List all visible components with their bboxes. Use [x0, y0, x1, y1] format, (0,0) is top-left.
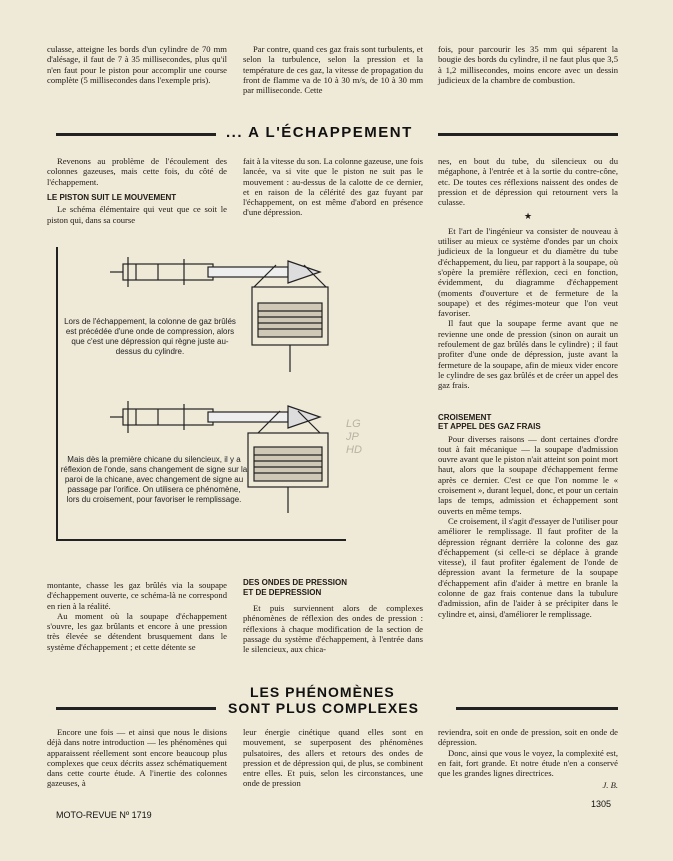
top-text-2: Par contre, quand ces gaz frais sont turbulents, et selon la turbulence, selon la pression et la température de ces gaz, la vitesse de propagation du front de flamme va de 10 à 30 m/s, de 10 à 30 mm par milliseconde. Cette [243, 44, 423, 96]
section2-text1: Encore une fois — et ainsi que nous le disions déjà dans notre introduction — les phénomènes qui apparaissent réellement sont encore beaucoup plus complexes que ceux décrits assez schématiquement dans cette courte étude. A l'inertie des colonnes gazeuses, à [47, 727, 227, 789]
section1-col3-text3: Il faut que la soupape ferme avant que ne revienne une onde de pression (sinon on aurait un refoulement de gaz brûlés dans le cylindre) ; il faut profiter d'une onde de dépression, juste avant la fermeture de la soupape, afin de mieux vider encore le cylindre de ses gaz brûlés et de créer un appel des gaz frais. [438, 318, 618, 391]
section2-text4: Donc, ainsi que vous le voyez, la complexité est, en fait, fort grande. Et notre étude n'en a conservé que les grandes lignes directrices. [438, 747, 618, 779]
top-column-2 [243, 44, 423, 95]
section1-col1-text: Le schéma élémentaire qui veut que ce soit le piston qui, dans sa course [47, 204, 227, 225]
section1-col3-text2: Et l'art de l'ingénieur va consister de nouveau à utiliser au mieux ce système d'ondes par un choix judicieux de la longueur et du diamètre du tube d'échappement, du lieu, par rapport à la soupape, où s'opère la première réflexion, ceci en fonction, évidemment, du diagramme d'échappement (moments d'ouverture et de fermeture de la soupape) et des régimes-moteur que l'on veut favoriser. [438, 225, 618, 319]
section2-text3: reviendra, soit en onde de pression, soit en onde de dépression. [438, 727, 618, 748]
figure-caption-1: Lors de l'échappement, la colonne de gaz brûlés est précédée d'une onde de compression, alors que c'est une dépression qui règne juste au-dessus du cylindre. [64, 317, 236, 356]
top-text-3: fois, pour parcourir les 35 mm qui séparent la bougie des bords du cylindre, il ne faut plus que 3,5 à 1,2 millisecondes, moins encore avec un dessin judicieux de la chambre de combustion. [438, 44, 618, 85]
section1-bottom-column-1 [47, 580, 227, 652]
heading-rule-right [438, 133, 618, 136]
section1-bottom-column-2 [243, 578, 423, 654]
section2-text2: leur énergie cinétique quand elles sont en mouvement, se superposent des phénomènes pulsatoires, des allers et retours des ondes de pression et de dépression qui, de plus, se combinent entre elles. Et puis, selon les circonstances, une onde de pression [243, 727, 423, 789]
top-column-3 [438, 44, 618, 85]
upper-gas-arrow [208, 267, 288, 277]
section-heading-line1: LES PHÉNOMÈNES [250, 684, 395, 700]
heading-rule-left [56, 133, 216, 136]
section1-bottom-text2: Au moment où la soupape d'échappement s'ouvre, les gaz brûlants et encore à une pression très élevée se détendent brusquement dans le système d'échappement ; et cette détente se [47, 610, 227, 652]
section1-col3-text5: Ce croisement, il s'agit d'essayer de l'utiliser pour améliorer le remplissage. Il faut profiter de la dépression régnant derrière la colonne des gaz d'échappement (si celle-ci se déplace à grande vitesse), il faut profiter également de l'onde de dépression avant la fermeture de la soupape d'échappement afin d'aider à mettre en branle la colonne de gaz frais contenue dans la tubulure d'admission, afin de l'aider à se précipiter dans le cylindre et, ainsi, d'améliorer le remplissage. [438, 515, 618, 619]
subheading-croisement: CROISEMENT ET APPEL DES GAZ FRAIS [438, 412, 541, 432]
section1-bottom-text1: montante, chasse les gaz brûlés via la soupape d'échappement ouverte, ce schéma-là ne correspond en rien à la réalité. [47, 580, 227, 611]
section2-column-3 [438, 727, 618, 791]
section1-col2-text: fait à la vitesse du son. La colonne gazeuse, une fois lancée, va si vite que le piston ne suit pas le mouvement : au-dessus de la calotte de ce dernier, et en raison de la célérité des gaz fuyant par l'échappement, on est même d'abord en présence d'une dépression. [243, 156, 423, 218]
section1-column-1 [47, 156, 227, 225]
heading2-rule-left [56, 707, 216, 710]
exhaust-diagram-figure [56, 247, 346, 541]
subheading-ondes: DES ONDES DE PRESSION ET DE DEPRESSION [243, 578, 348, 597]
footer-magazine-issue: MOTO-REVUE Nº 1719 [56, 810, 152, 820]
star-separator: ★ [523, 211, 533, 222]
section1-bottom-text3: Et puis surviennent alors de complexes phénomènes de réflexion des ondes de pression : réflexions à chaque modification de la section de passage du système d'échappement, à l'entrée dans le silencieux, aux chica- [243, 603, 423, 655]
author-signature: J. B. [602, 780, 618, 791]
upper-arrow-head [288, 261, 320, 283]
section-heading-echappement: ... A L'ÉCHAPPEMENT [226, 124, 413, 141]
footer-page-number: 1305 [591, 799, 612, 809]
figure-caption-2: Mais dès la première chicane du silencieux, il y a réflexion de l'onde, sans changement de signe sur la paroi de la chicane, avec changement de signe au passage par l'orifice. On utilisera ce phénomène, lors du croisement, pour favoriser le remplissage. [60, 455, 248, 504]
watermark-logo: LG JP HD [346, 418, 362, 456]
section1-column-2 [243, 156, 423, 218]
lower-gas-arrow [208, 412, 288, 422]
section1-intro: Revenons au problème de l'écoulement des colonnes gazeuses, mais cette fois, du côté de l'échappement. [47, 156, 227, 187]
subheading-piston: LE PISTON SUIT LE MOUVEMENT [47, 192, 177, 202]
top-column-1 [47, 44, 227, 85]
section2-column-2 [243, 727, 423, 789]
section-heading-line2: SONT PLUS COMPLEXES [228, 700, 419, 716]
section1-column-3 [438, 156, 618, 619]
section2-column-1 [47, 727, 227, 789]
section1-col3-text1: nes, en bout du tube, du silencieux ou du mégaphone, à l'entrée et à la sortie du contre-cône, etc. De toutes ces réflexions naissent des ondes de pression et de dépression qui retournent vers la culasse. [438, 156, 618, 208]
heading2-rule-right [456, 707, 618, 710]
top-text-1: culasse, atteigne les bords d'un cylindre de 70 mm d'alésage, il faut de 7 à 35 millisecondes, plus qu'il n'en faut pour le piston pour accomplir une course complète (5 millisecondes dans l'exemple pris). [47, 44, 227, 85]
section1-col3-text4: Pour diverses raisons — dont certaines d'ordre tout à fait mécanique — la soupape d'admission ouvre avant que le piston n'ait atteint son point mort haut, alors que la soupape d'échappement ferme après ce dernier. C'est ce que l'on nomme le « croisement », durant lequel, donc, et pour un certain laps de temps, admission et échappement sont ouverts en même temps. [438, 433, 618, 516]
